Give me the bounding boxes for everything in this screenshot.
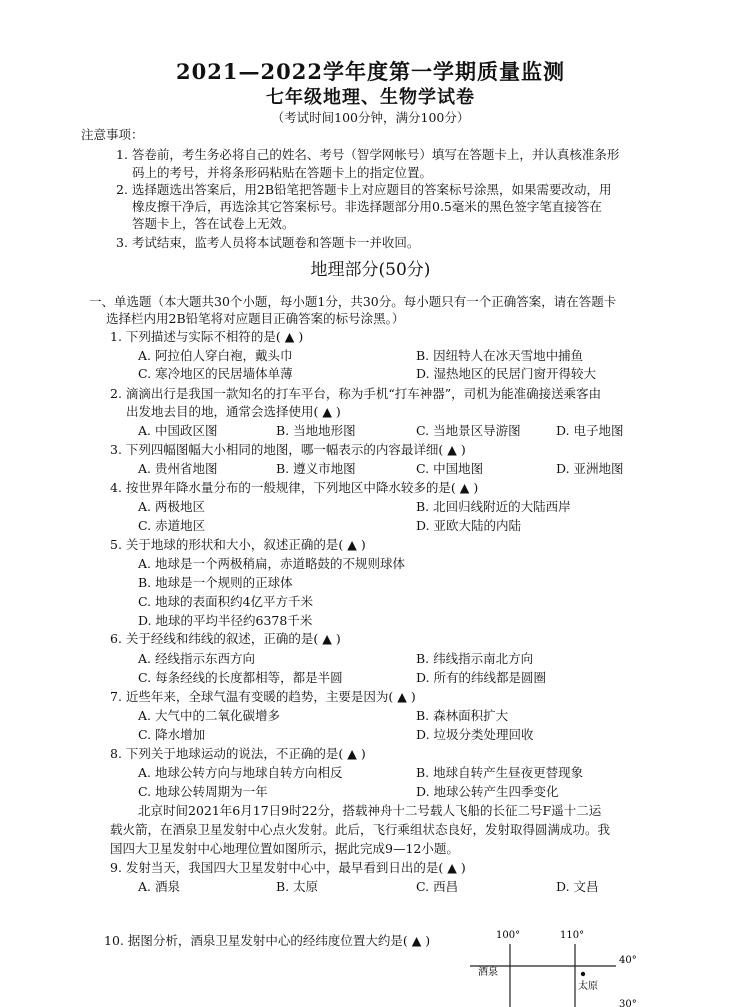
- option-b[interactable]: B. 地球是一个规则的正球体: [138, 575, 293, 590]
- option-d[interactable]: D. 亚洲地图: [556, 461, 624, 476]
- option-a[interactable]: A. 酒泉: [138, 879, 180, 894]
- passage-line: 国四大卫星发射中心地理位置如图所示，据此完成9—12小题。: [110, 841, 459, 856]
- question-stem: 4. 按世界年降水量分布的一般规律，下列地区中降水较多的是( ▲ ): [110, 480, 479, 495]
- option-b[interactable]: B. 纬线指示南北方向: [416, 651, 534, 666]
- option-d[interactable]: D. 地球的平均半径约6378千米: [138, 613, 313, 628]
- part1-instructions: 一、单选题（本大题共30个小题，每小题1分，共30分。每小题只有一个正确答案，请在答题卡: [89, 294, 617, 309]
- option-c[interactable]: C. 中国地图: [416, 461, 484, 476]
- option-c[interactable]: C. 降水增加: [138, 727, 206, 742]
- option-b[interactable]: B. 地球自转产生昼夜更替现象: [416, 765, 584, 780]
- note-line: 2. 选择题选出答案后，用2B铅笔把答题卡上对应题目的答案标号涂黑，如果需要改动，用: [116, 182, 612, 197]
- exam-title: 2021—2022学年度第一学期质量监测: [176, 59, 565, 84]
- option-c[interactable]: C. 赤道地区: [138, 518, 206, 533]
- option-b[interactable]: B. 遵义市地图: [276, 461, 356, 476]
- option-b[interactable]: B. 因纽特人在冰天雪地中捕鱼: [416, 348, 584, 363]
- option-b[interactable]: B. 当地地形图: [276, 423, 356, 438]
- question-stem: 7. 近些年来，全球气温有变暖的趋势，主要是因为( ▲ ): [110, 689, 416, 704]
- option-c[interactable]: C. 地球的表面积约4亿平方千米: [138, 594, 314, 609]
- option-c[interactable]: C. 寒冷地区的民居墙体单薄: [138, 366, 293, 381]
- option-d[interactable]: D. 亚欧大陆的内陆: [416, 518, 522, 533]
- map-place-taiyuan: 太原: [578, 981, 598, 992]
- option-d[interactable]: D. 文昌: [556, 879, 599, 894]
- note-line: 1. 答卷前，考生务必将自己的姓名、考号（智学网帐号）填写在答题卡上，并认真核准条形: [116, 147, 620, 162]
- option-a[interactable]: A. 大气中的二氧化碳增多: [138, 708, 280, 723]
- map-lon-label: 110°: [560, 930, 585, 941]
- map-lat-label: 30°: [619, 999, 637, 1007]
- question-stem: 8. 下列关于地球运动的说法，不正确的是( ▲ ): [110, 746, 366, 761]
- option-c[interactable]: C. 每条经线的长度都相等，都是半圆: [138, 670, 343, 685]
- option-d[interactable]: D. 所有的纬线都是圆圈: [416, 670, 547, 685]
- section-title: 地理部分(50分): [310, 260, 431, 280]
- part1-instructions: 选择栏内用2B铅笔将对应题目正确答案的标号涂黑。）: [106, 311, 405, 326]
- question-stem: 9. 发射当天，我国四大卫星发射中心中，最早看到日出的是( ▲ ): [110, 860, 466, 875]
- exam-subtitle: 七年级地理、生物学试卷: [266, 87, 475, 108]
- map-taiyuan-dot: [581, 972, 585, 976]
- passage-line: 北京时间2021年6月17日9时22分，搭载神舟十二号载人飞船的长征二号F遥十二运: [138, 803, 602, 818]
- passage-line: 载火箭，在酒泉卫星发射中心点火发射。此后，飞行乘组状态良好，发射取得圆满成功。我: [110, 822, 611, 837]
- question-stem: 6. 关于经线和纬线的叙述，正确的是( ▲ ): [110, 631, 341, 646]
- note-line: 橡皮擦干净后，再选涂其它答案标号。非选择题部分用0.5毫米的黑色签字笔直接答在: [132, 199, 602, 214]
- option-a[interactable]: A. 地球是一个两极稍扁，赤道略鼓的不规则球体: [138, 556, 405, 571]
- question-stem: 1. 下列描述与实际不相符的是( ▲ ): [110, 329, 304, 344]
- option-b[interactable]: B. 森林面积扩大: [416, 708, 509, 723]
- option-b[interactable]: B. 北回归线附近的大陆西岸: [416, 499, 571, 514]
- option-a[interactable]: A. 两极地区: [138, 499, 205, 514]
- option-a[interactable]: A. 中国政区图: [138, 423, 218, 438]
- option-d[interactable]: D. 地球公转产生四季变化: [416, 784, 559, 799]
- note-line: 码上的考号，并将条形码粘贴在答题卡上的指定位置。: [132, 165, 433, 180]
- option-b[interactable]: B. 太原: [276, 879, 319, 894]
- option-d[interactable]: D. 电子地图: [556, 423, 624, 438]
- question-stem: 2. 滴滴出行是我国一款知名的打车平台，称为手机“打车神器”，司机为能准确接送乘客由: [110, 386, 602, 401]
- option-a[interactable]: A. 贵州省地图: [138, 461, 218, 476]
- option-c[interactable]: C. 当地景区导游图: [416, 423, 521, 438]
- option-a[interactable]: A. 经线指示东西方向: [138, 651, 255, 666]
- question-stem: 3. 下列四幅图幅大小相同的地图，哪一幅表示的内容最详细( ▲ ): [110, 442, 466, 457]
- option-c[interactable]: C. 西昌: [416, 879, 459, 894]
- option-d[interactable]: D. 湿热地区的民居门窗开得较大: [416, 366, 597, 381]
- map-place-jiuquan: 酒泉: [478, 967, 498, 978]
- map-lon-label: 100°: [496, 930, 521, 941]
- map-lat-label: 40°: [619, 955, 637, 966]
- option-a[interactable]: A. 地球公转方向与地球自转方向相反: [138, 765, 343, 780]
- note-line: 3. 考试结束，监考人员将本试题卷和答题卡一并收回。: [116, 235, 420, 250]
- option-a[interactable]: A. 阿拉伯人穿白袍，戴头巾: [138, 348, 293, 363]
- question-stem: 出发地去目的地，通常会选择使用( ▲ ): [126, 404, 341, 419]
- question-stem: 5. 关于地球的形状和大小，叙述正确的是( ▲ ): [110, 537, 366, 552]
- note-line: 答题卡上，答在试卷上无效。: [132, 216, 295, 231]
- exam-info: （考试时间100分钟，满分100分）: [271, 110, 470, 125]
- option-c[interactable]: C. 地球公转周期为一年: [138, 784, 268, 799]
- notes-heading: 注意事项：: [81, 127, 144, 142]
- option-d[interactable]: D. 垃圾分类处理回收: [416, 727, 534, 742]
- question-stem: 10. 据图分析，酒泉卫星发射中心的经纬度位置大约是( ▲ ): [104, 933, 431, 948]
